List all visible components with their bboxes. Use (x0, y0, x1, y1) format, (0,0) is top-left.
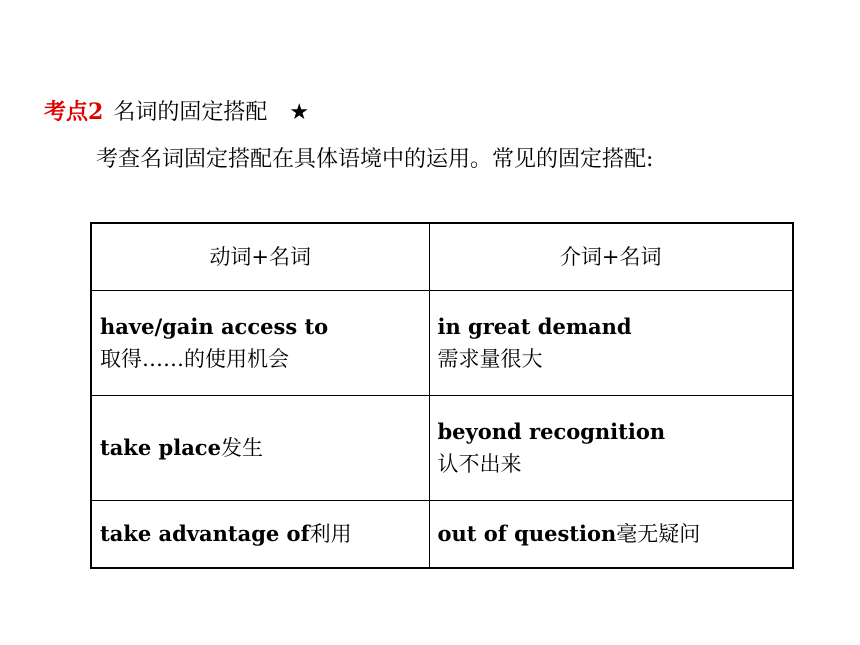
table-row (91, 396, 793, 501)
collocation-table (90, 222, 794, 569)
cell-english: take place (100, 435, 221, 460)
star-icon: ★ (289, 100, 310, 125)
cell-chinese: 发生 (220, 436, 263, 460)
table-header-row (91, 223, 793, 291)
table-cell (429, 291, 793, 396)
header-verb-noun: 动词+名词 (91, 223, 429, 291)
heading-title: 名词的固定搭配 (113, 100, 268, 125)
cell-english: out of question (437, 521, 617, 546)
cell-english: in great demand (437, 314, 632, 339)
cell-english: have/gain access to (100, 314, 329, 339)
cell-chinese: 需求量很大 (437, 347, 543, 371)
table-row (91, 291, 793, 396)
cell-chinese: 取得……的使用机会 (100, 347, 289, 371)
cell-english: take advantage of (100, 521, 310, 546)
cell-chinese: 认不出来 (437, 452, 522, 476)
cell-chinese: 利用 (309, 522, 352, 546)
section-heading (44, 96, 309, 129)
table-cell (429, 396, 793, 501)
header-prep-noun: 介词+名词 (429, 223, 793, 291)
intro-text: 考查名词固定搭配在具体语境中的运用。常见的固定搭配: (96, 147, 654, 172)
cell-chinese: 毫无疑问 (616, 522, 701, 546)
table-cell (91, 396, 429, 501)
table-cell (91, 501, 429, 569)
table-cell (91, 291, 429, 396)
heading-tag: 考点2 (44, 99, 104, 125)
cell-english: beyond recognition (437, 419, 666, 444)
table-cell (429, 501, 793, 569)
table-row (91, 501, 793, 569)
